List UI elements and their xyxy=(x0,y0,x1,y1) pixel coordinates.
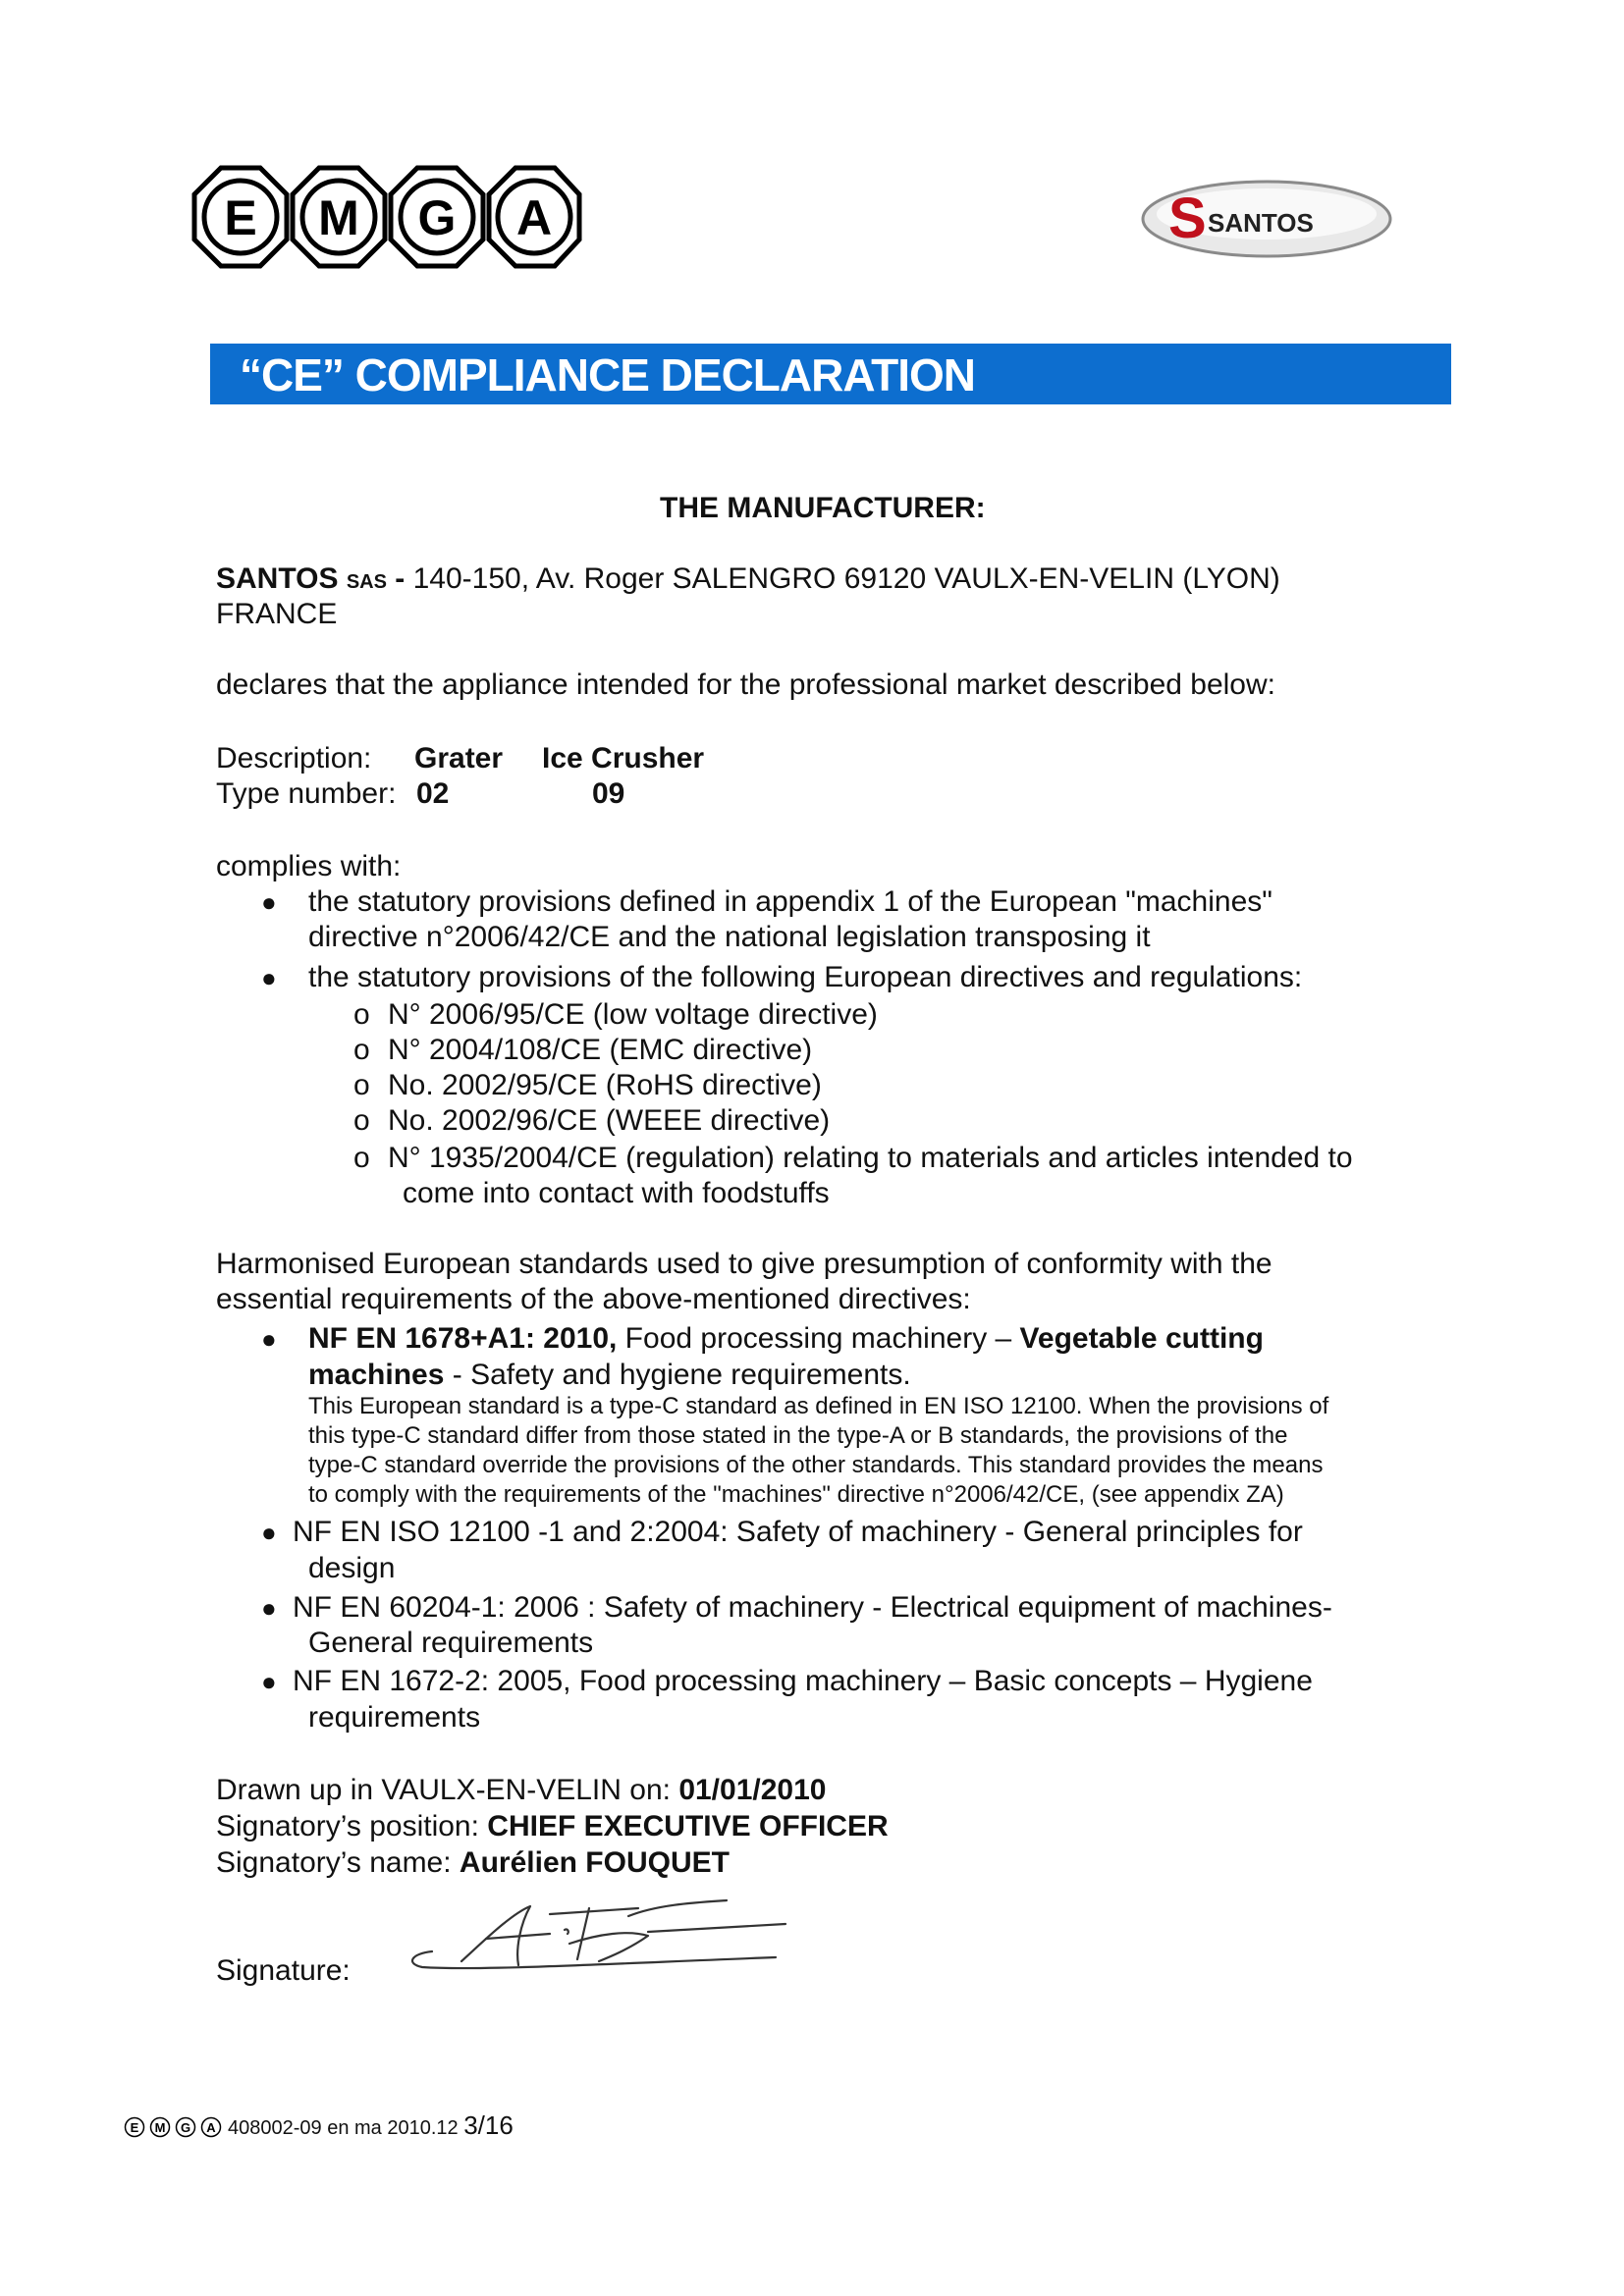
bullet-icon: ● xyxy=(261,1667,277,1696)
circle-bullet-icon: o xyxy=(353,1034,370,1066)
circle-bullet-icon: o xyxy=(353,998,370,1031)
standard-1-text: Food processing machinery – xyxy=(617,1322,1020,1355)
drawn-up-line xyxy=(216,1773,826,1808)
footer-logo-letter: A xyxy=(206,2120,216,2135)
footer-logo-letter: M xyxy=(154,2120,166,2135)
directive-item-cont: come into contact with foodstuffs xyxy=(403,1177,830,1209)
description-label: Description: xyxy=(216,742,372,774)
manufacturer-separator: - xyxy=(386,562,413,595)
standard-4-cont: requirements xyxy=(308,1701,481,1734)
manufacturer-name: SANTOS xyxy=(216,562,339,595)
signatory-position-label: Signatory’s position: xyxy=(216,1810,488,1842)
directive-item: N° 2006/95/CE (low voltage directive) xyxy=(388,998,878,1031)
standard-3: NF EN 60204-1: 2006 : Safety of machinery - Electrical equipment of machines- xyxy=(293,1591,1332,1624)
signature-label: Signature: xyxy=(216,1954,351,1987)
emga-footer-logo xyxy=(124,2116,224,2138)
bullet-icon: ● xyxy=(261,1593,277,1623)
signatory-position-line xyxy=(216,1809,889,1844)
type-number-label: Type number: xyxy=(216,777,397,810)
signatory-name-label: Signatory’s name: xyxy=(216,1846,460,1879)
signatory-name-value: Aurélien FOUQUET xyxy=(459,1846,730,1879)
standard-1-bold: Vegetable cutting xyxy=(1019,1322,1264,1355)
directive-item: N° 1935/2004/CE (regulation) relating to materials and articles intended to xyxy=(388,1142,1353,1174)
directive-item: No. 2002/96/CE (WEEE directive) xyxy=(388,1104,831,1137)
standard-1-text-cont: - Safety and hygiene requirements. xyxy=(444,1359,911,1391)
bullet-icon: ● xyxy=(261,1324,277,1354)
manufacturer-country: FRANCE xyxy=(216,598,338,630)
circle-bullet-icon: o xyxy=(353,1069,370,1101)
drawn-up-date: 01/01/2010 xyxy=(678,1774,827,1806)
santos-wordmark: SANTOS xyxy=(1208,208,1314,238)
emga-logo xyxy=(191,165,582,269)
standard-1-note: type-C standard override the provisions of the other standards. This standard provides the means xyxy=(308,1452,1324,1478)
manufacturer-form: SAS xyxy=(346,571,387,593)
standard-1 xyxy=(308,1321,1264,1357)
standard-1-cont xyxy=(308,1358,911,1393)
standard-1-bold-cont: machines xyxy=(308,1359,445,1391)
standard-2-cont: design xyxy=(308,1552,396,1584)
circle-bullet-icon: o xyxy=(353,1142,370,1174)
harmonised-text: Harmonised European standards used to give presumption of conformity with the xyxy=(216,1248,1272,1280)
signatory-name-line xyxy=(216,1845,730,1881)
type-number-1: 02 xyxy=(416,777,450,810)
description-item-grater: Grater xyxy=(414,742,504,774)
footer-logo-letter: E xyxy=(130,2120,139,2135)
circle-bullet-icon: o xyxy=(353,1104,370,1137)
complies-bullet-1: the statutory provisions defined in appendix 1 of the European "machines" xyxy=(308,885,1272,918)
standard-1-note: This European standard is a type-C standard as defined in EN ISO 12100. When the provisions of xyxy=(308,1393,1329,1419)
declares-text: declares that the appliance intended for the professional market described below: xyxy=(216,668,1275,701)
manufacturer-heading: THE MANUFACTURER: xyxy=(660,492,986,524)
emga-letter: E xyxy=(224,190,257,245)
standard-1-note: to comply with the requirements of the "machines" directive n°2006/42/CE, (see appendix ZA) xyxy=(308,1481,1284,1508)
footer-doc-ref: 408002-09 en ma 2010.12 xyxy=(228,2117,459,2139)
complies-bullet-1-cont: directive n°2006/42/CE and the national legislation transposing it xyxy=(308,921,1151,953)
drawn-up-label: Drawn up in VAULX-EN-VELIN on: xyxy=(216,1774,679,1806)
description-item-ice-crusher: Ice Crusher xyxy=(542,742,705,774)
emga-letter: G xyxy=(417,190,457,245)
emga-letter: M xyxy=(318,190,359,245)
handwritten-signature-icon xyxy=(403,1895,795,1983)
manufacturer-address: 140-150, Av. Roger SALENGRO 69120 VAULX-EN-VELIN (LYON) xyxy=(412,562,1280,595)
title-banner xyxy=(210,344,1451,404)
complies-bullet-2: the statutory provisions of the following European directives and regulations: xyxy=(308,961,1303,993)
footer-logo-letter: G xyxy=(180,2120,191,2135)
footer xyxy=(228,2110,514,2140)
bullet-icon: ● xyxy=(261,1518,277,1547)
page-title: “CE” COMPLIANCE DECLARATION xyxy=(240,349,976,400)
santos-mark: S xyxy=(1168,187,1207,250)
standard-2: NF EN ISO 12100 -1 and 2:2004: Safety of machinery - General principles for xyxy=(293,1516,1303,1548)
directive-item: No. 2002/95/CE (RoHS directive) xyxy=(388,1069,822,1101)
type-number-2: 09 xyxy=(592,777,625,810)
complies-heading: complies with: xyxy=(216,850,402,882)
footer-page-number: 3/16 xyxy=(463,2110,514,2140)
standard-1-note: this type-C standard differ from those stated in the type-A or B standards, the provisions of the xyxy=(308,1422,1288,1449)
standard-3-cont: General requirements xyxy=(308,1627,594,1659)
emga-letter: A xyxy=(515,190,553,245)
signatory-position-value: CHIEF EXECUTIVE OFFICER xyxy=(487,1810,889,1842)
bullet-icon: ● xyxy=(261,887,277,917)
santos-logo xyxy=(1139,175,1394,263)
directive-item: N° 2004/108/CE (EMC directive) xyxy=(388,1034,813,1066)
harmonised-text-cont: essential requirements of the above-mentioned directives: xyxy=(216,1283,971,1315)
standard-1-code: NF EN 1678+A1: 2010, xyxy=(308,1322,618,1355)
bullet-icon: ● xyxy=(261,963,277,992)
standard-4: NF EN 1672-2: 2005, Food processing machinery – Basic concepts – Hygiene xyxy=(293,1665,1313,1697)
manufacturer-line xyxy=(216,561,1280,600)
